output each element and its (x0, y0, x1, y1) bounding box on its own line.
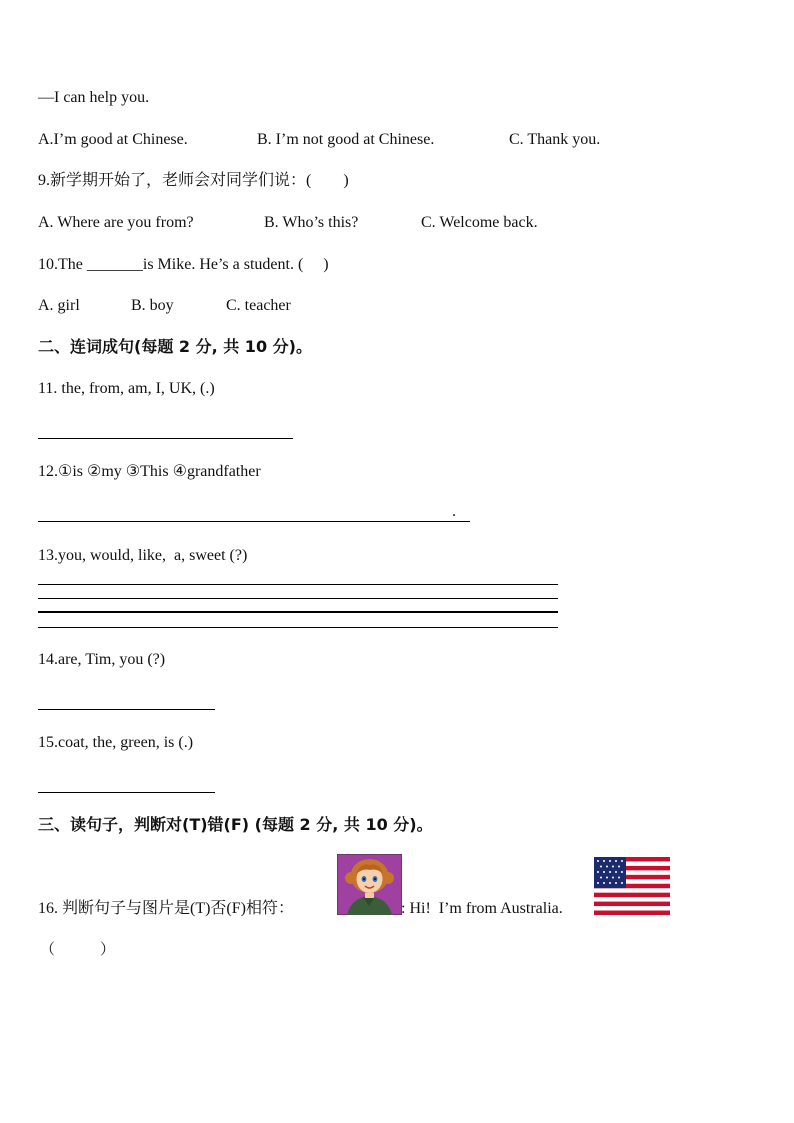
q9-option-b[interactable]: B. Who’s this? (264, 214, 359, 231)
q10-option-b[interactable]: B. boy (131, 297, 174, 314)
q13-writing-line-3[interactable] (38, 611, 558, 613)
q9-stem: 9.新学期开始了，老师会对同学们说：( ) (38, 172, 349, 189)
q15-answer-line[interactable] (38, 792, 215, 793)
q10-option-c[interactable]: C. teacher (226, 297, 291, 314)
flag-image (594, 857, 670, 915)
q8-option-c[interactable]: C. Thank you. (509, 131, 601, 148)
q16-sentence: : Hi! I’m from Australia. (401, 900, 563, 917)
q14-answer-line[interactable] (38, 709, 215, 710)
q13-writing-line-2[interactable] (38, 598, 558, 599)
girl-portrait-icon (337, 854, 402, 915)
q8-option-a[interactable]: A.I’m good at Chinese. (38, 131, 188, 148)
us-flag-icon (594, 857, 670, 915)
q13-writing-line-1[interactable] (38, 584, 558, 585)
q9-option-c[interactable]: C. Welcome back. (421, 214, 538, 231)
q8-response: —I can help you. (38, 89, 150, 106)
q16-prefix: 16. 判断句子与图片是(T)否(F)相符： (38, 900, 294, 917)
q15-prompt: 15.coat, the, green, is (.) (38, 734, 194, 751)
section2-title: 二、连词成句(每题 2 分, 共 10 分)。 (38, 337, 312, 356)
q13-prompt: 13.you, would, like, a, sweet (?) (38, 547, 248, 564)
q10-stem: 10.The _______is Mike. He’s a student. ( ) (38, 256, 329, 273)
q12-prompt: 12.①is ②my ③This ④grandfather (38, 463, 261, 480)
q16-answer-blank[interactable]: （ ） (40, 942, 116, 958)
q10-option-a[interactable]: A. girl (38, 297, 80, 314)
q9-option-a[interactable]: A. Where are you from? (38, 214, 194, 231)
q12-answer-line[interactable] (38, 521, 470, 522)
q11-prompt: 11. the, from, am, I, UK, (.) (38, 380, 215, 397)
girl-portrait-image (337, 854, 402, 915)
q8-option-b[interactable]: B. I’m not good at Chinese. (257, 131, 435, 148)
q14-prompt: 14.are, Tim, you (?) (38, 651, 166, 668)
q11-answer-line[interactable] (38, 438, 293, 439)
section3-title: 三、读句子，判断对(T)错(F) (每题 2 分, 共 10 分)。 (38, 815, 433, 834)
q12-period: . (452, 503, 456, 520)
q13-writing-line-4[interactable] (38, 627, 558, 628)
